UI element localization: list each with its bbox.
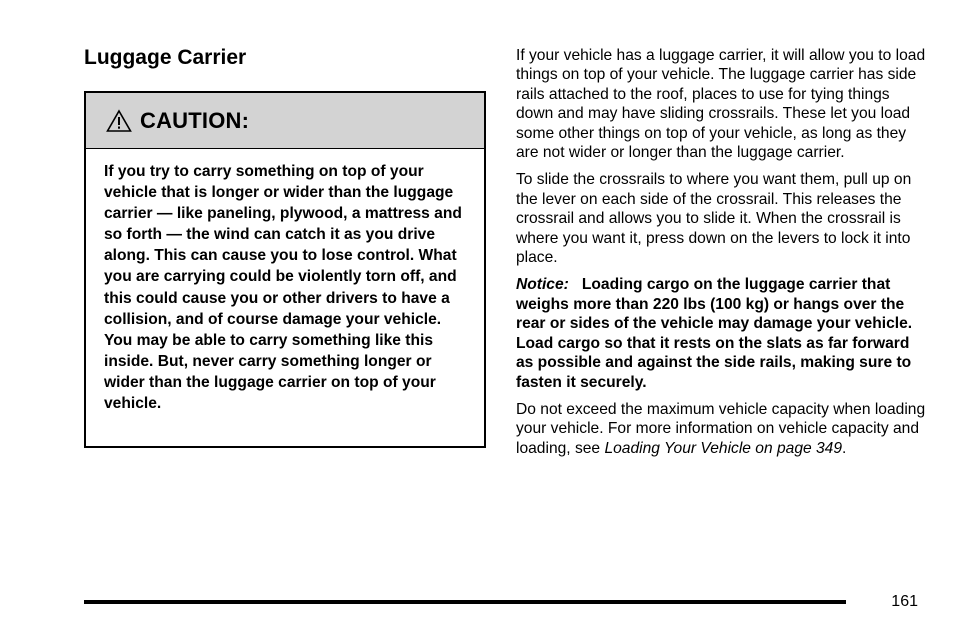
footer-rule — [84, 600, 846, 604]
caution-text: If you try to carry something on top of your vehicle that is longer or wider than the luggage carrier — like paneling, plywood, a mattress and so forth — the wind can catch it as you drive along. This can cause you to lose control. What you are carrying could be violently torn off, and this could cause you or other drivers to have a collision, and of course damage your vehicle. You may be able to carry something like this inside. But, never carry something longer or wider than the luggage carrier on top of your vehicle. — [104, 163, 462, 413]
capacity-paragraph — [516, 400, 926, 458]
body-column — [516, 46, 926, 466]
cross-reference-link[interactable]: Loading Your Vehicle on page 349 — [604, 439, 843, 457]
caution-header — [86, 93, 484, 149]
notice-text: Loading cargo on the luggage carrier that weighs more than 220 lbs (100 kg) or hangs over the rear or sides of the vehicle may damage your vehicle. Load cargo so that it rests on the slats as far forward as possible and against the side rails, making sure to fasten it securely. — [516, 276, 913, 391]
page-number: 161 — [891, 593, 918, 610]
capacity-text: Do not exceed the maximum vehicle capacity when loading your vehicle. For more information on vehicle capacity and loading, see — [516, 400, 926, 457]
warning-triangle-icon — [106, 109, 132, 133]
caution-label: CAUTION: — [140, 107, 250, 133]
capacity-end: . — [842, 439, 847, 457]
crossrail-paragraph: To slide the crossrails to where you want them, pull up on the lever on each side of the crossrail. This releases the crossrail and allows you to slide it. When the crossrail is where you want it, press down on the levers to lock it into place. — [516, 171, 912, 267]
caution-box — [84, 91, 486, 448]
notice-label: Notice: — [516, 276, 569, 294]
notice-paragraph — [516, 275, 926, 391]
section-title: Luggage Carrier — [84, 46, 247, 69]
intro-paragraph: If your vehicle has a luggage carrier, it will allow you to load things on top of your vehicle. The luggage carrier has side rails attached to the roof, places to use for tying things down and may have sliding crossrails. These let you load some other things on top of your vehicle, as long as they are not wider or longer than the luggage carrier. — [516, 47, 926, 162]
